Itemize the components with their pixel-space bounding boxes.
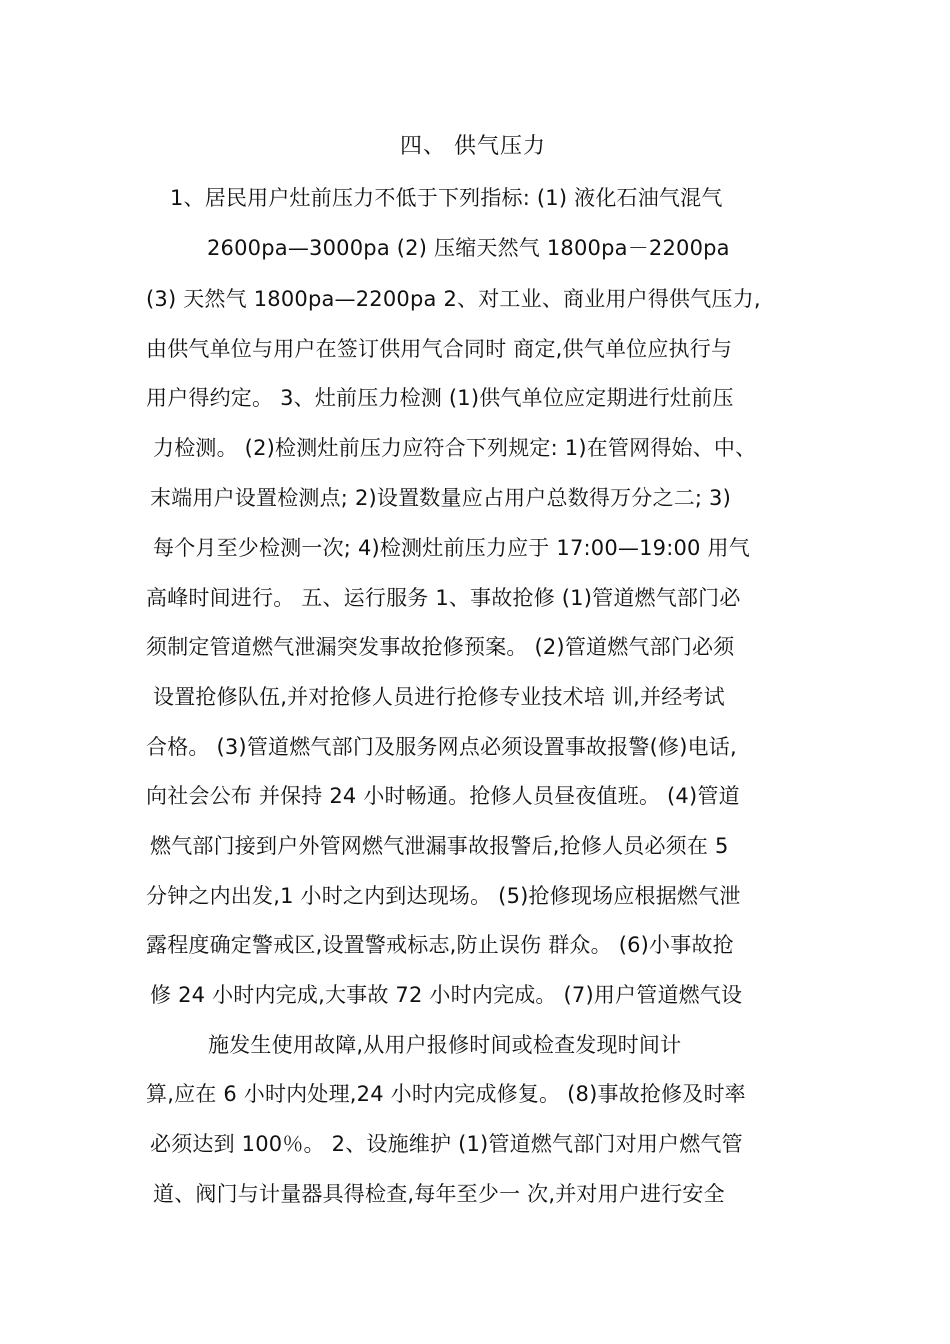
text-line-20: 必须达到 100％。 2、设施维护 (1)管道燃气部门对用户燃气管 xyxy=(150,1132,743,1156)
text-line-16: 露程度确定警戒区,设置警戒标志,防止误伤 群众。 (6)小事故抢 xyxy=(146,933,734,957)
text-line-6: 力检测。 (2)检测灶前压力应符合下列规定: 1)在管网得始、中、 xyxy=(153,436,757,460)
text-line-18: 施发生使用故障,从用户报修时间或检查发现时间计 xyxy=(208,1033,682,1057)
text-line-15: 分钟之内出发,1 小时之内到达现场。 (5)抢修现场应根据燃气泄 xyxy=(146,884,741,908)
text-line-2: 2600pa—3000pa (2) 压缩天然气 1800pa－2200pa xyxy=(207,236,730,260)
text-line-7: 末端用户设置检测点; 2)设置数量应占用户总数得万分之二; 3) xyxy=(150,486,732,510)
text-line-17: 修 24 小时内完成,大事故 72 小时内完成。 (7)用户管道燃气设 xyxy=(150,983,743,1007)
text-line-13: 向社会公布 并保持 24 小时畅通。抢修人员昼夜值班。 (4)管道 xyxy=(146,784,740,808)
text-line-19: 算,应在 6 小时内处理,24 小时内完成修复。 (8)事故抢修及时率 xyxy=(146,1082,746,1106)
text-line-10: 须制定管道燃气泄漏突发事故抢修预案。 (2)管道燃气部门必须 xyxy=(146,635,735,659)
text-line-21: 道、阀门与计量器具得检查,每年至少一 次,并对用户进行安全 xyxy=(153,1182,725,1206)
text-line-11: 设置抢修队伍,并对抢修人员进行抢修专业技术培 训,并经考试 xyxy=(153,685,725,709)
text-line-5: 用户得约定。 3、灶前压力检测 (1)供气单位应定期进行灶前压 xyxy=(146,386,734,410)
text-line-12: 合格。 (3)管道燃气部门及服务网点必须设置事故报警(修)电话, xyxy=(146,735,737,759)
section-title: 四、 供气压力 xyxy=(400,134,546,159)
text-line-1: 1、居民用户灶前压力不低于下列指标: (1) 液化石油气混气 xyxy=(170,186,723,210)
text-line-8: 每个月至少检测一次; 4)检测灶前压力应于 17:00—19:00 用气 xyxy=(153,536,750,560)
text-line-4: 由供气单位与用户在签订供用气合同时 商定,供气单位应执行与 xyxy=(146,337,733,361)
text-line-14: 燃气部门接到户外管网燃气泄漏事故报警后,抢修人员必须在 5 xyxy=(150,834,729,858)
text-line-9: 高峰时间进行。 五、运行服务 1、事故抢修 (1)管道燃气部门必 xyxy=(146,586,741,610)
text-line-3: (3) 天然气 1800pa—2200pa 2、对工业、商业用户得供气压力, xyxy=(146,287,761,311)
